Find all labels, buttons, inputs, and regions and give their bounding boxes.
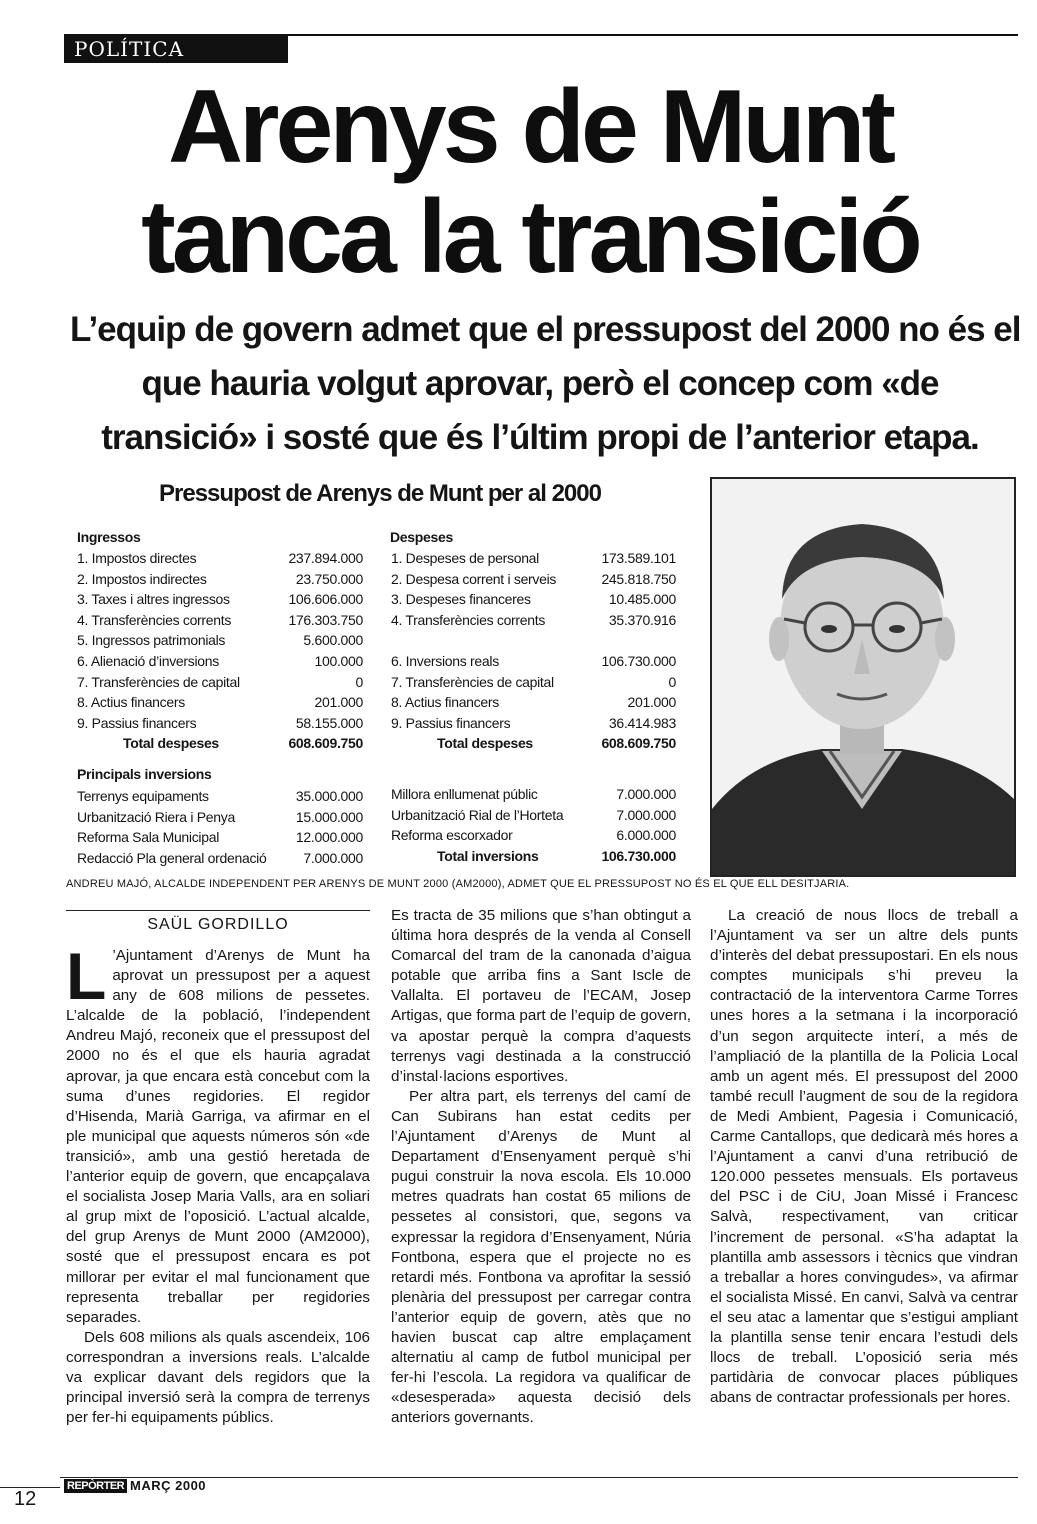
issue-date: MARÇ 2000 <box>130 1478 207 1493</box>
table-row <box>391 713 676 733</box>
section-label: POLÍTICA <box>64 36 288 63</box>
row-label: 1. Impostos directes <box>77 550 197 566</box>
row-value: 106.730.000 <box>601 847 676 864</box>
row-label: Reforma escorxador <box>391 827 513 844</box>
row-label: 8. Actius financers <box>77 694 185 711</box>
portrait-image <box>712 479 1014 875</box>
row-label: 3. Taxes i altres ingressos <box>77 591 230 608</box>
row-label: 9. Passius financers <box>391 714 511 731</box>
article-column-1 <box>66 939 370 1428</box>
row-value: 100.000 <box>314 653 363 669</box>
table-row <box>391 569 676 589</box>
table-row <box>77 692 363 712</box>
subheadline-line-3: transició» i sosté que és l’últim propi de l’anterior etapa. <box>101 418 979 457</box>
row-value: 106.606.000 <box>288 591 363 608</box>
headline-line-2: tanca la transició <box>141 179 919 295</box>
photo-caption: ANDREU MAJÓ, ALCALDE INDEPENDENT PER ARENYS DE MUNT 2000 (AM2000), ADMET QUE EL PRESSUPOST NO ÉS EL QUE ELL DESITJARIA. <box>66 878 850 890</box>
row-value: 35.000.000 <box>295 788 363 804</box>
table-row <box>77 827 363 847</box>
row-value: 245.818.750 <box>601 570 676 587</box>
row-value: 608.609.750 <box>601 735 676 752</box>
paragraph: La creació de nous llocs de treball a l’Ajuntament va ser un altre dels punts d’interès del debat pressupostari. En els nous comptes municipals s’hi preveu la contractació de la interventora Carme Torres unes hores a la setmana i la incorporació d’un segon arquitecte interí, a més de l’ampliació de la plantilla de la Policia Local amb un agent més. El pressupost del 2000 també recull l’augment de sou de la regidora de Medi Ambient, Pagesia i Comunicació, Carme Cantallops, que dedicarà més hores a l’Ajuntament a canvi d’una retribució de 120.000 pessetes mensuals. Els portaveus del PSC i de CiU, Joan Missé i Francesc Salvà, respectivament, van criticar l’increment de personal. «S’ha adaptat la plantilla amb assessors i tècnics que vindran a treballar a hores convingudes», va afirmar el socialista Missé. En canvi, Salvà va centrar el seu atac a lamentar que s’estigui ampliant la plantilla sense tenir encara l’estudi dels llocs de treball. L’oposició seria més partidària de convocar places públiques abans de contractar professionals per hores. <box>710 907 1018 1407</box>
headline-line-1: Arenys de Munt <box>167 69 893 185</box>
row-label: 6. Inversions reals <box>391 653 499 669</box>
row-label: 5. Ingressos patrimonials <box>77 632 226 649</box>
row-value: 0 <box>355 673 363 690</box>
row-label: Total inversions <box>437 847 539 864</box>
row-value: 7.000.000 <box>616 806 676 823</box>
income-header: Ingressos <box>77 529 141 545</box>
paragraph-text: ’Ajuntament d’Arenys de Munt ha aprovat un pressupost per a aquest any de 608 milions de pessetes. L’alcalde de la població, l’independent Andreu Majó, reconeix que el pressupost del 2000 no és el que els hauria agradat aprovar, ja que encara està concebut com la suma d’unes regidories. El regidor d’Hisenda, Marià Garriga, va afirmar en el ple municipal que aquests números són «de transició», amb una gestió heretada de l’anterior equip de govern, que encapçalava el socialista Josep Maria Valls, ara en soliari al grup mixt de l’oposició. L’actual alcalde, del grup Arenys de Munt 2000 (AM2000), sosté que el pressupost encara es pot millorar per evitar el mal funcionament que representa treballar per regidories separades. <box>66 947 370 1326</box>
row-value: 608.609.750 <box>288 735 363 752</box>
row-value: 7.000.000 <box>303 849 363 866</box>
row-value: 23.750.000 <box>295 570 363 587</box>
row-label: 3. Despeses financeres <box>391 591 531 608</box>
paragraph: Dels 608 milions als quals ascendeix, 106 correspondran a inversions reals. L’alcalde va explicar davant dels regidors que la principal inversió serà la compra de terrenys per fer-hi equipaments públics. <box>66 1328 370 1427</box>
table-row <box>391 610 676 630</box>
row-value: 5.600.000 <box>303 632 363 649</box>
table-row <box>77 848 363 868</box>
table-row <box>77 672 363 692</box>
row-label: 7. Transferències de capital <box>391 673 554 690</box>
row-label: Total despeses <box>437 735 533 752</box>
row-label: 2. Despesa corrent i serveis <box>391 570 557 587</box>
table-row <box>391 672 676 692</box>
subheadline-line-1: L’equip de govern admet que el pressupost del 2000 no és el <box>70 310 1021 349</box>
row-value: 15.000.000 <box>295 808 363 825</box>
row-label: 7. Transferències de capital <box>77 673 240 690</box>
row-label: Reforma Sala Municipal <box>77 829 220 846</box>
table-row <box>77 548 363 568</box>
row-value: 176.303.750 <box>288 611 363 628</box>
paragraph <box>66 939 370 1328</box>
row-label: Urbanització Riera i Penya <box>77 808 235 825</box>
row-label: Terrenys equipaments <box>77 788 209 804</box>
row-value: 6.000.000 <box>616 827 676 844</box>
table-row <box>77 589 363 609</box>
magazine-logo: REPÒRTER <box>64 1479 127 1493</box>
row-value: 35.370.916 <box>608 611 676 628</box>
table-row <box>77 713 363 733</box>
expense-header: Despeses <box>390 529 453 545</box>
row-value: 237.894.000 <box>288 550 363 566</box>
table-row <box>391 589 676 609</box>
row-label: Millora enllumenat públic <box>391 786 538 802</box>
row-label: 2. Impostos indirectes <box>77 570 207 587</box>
table-row <box>77 651 363 671</box>
table-row <box>77 630 363 650</box>
row-value: 36.414.983 <box>608 714 676 731</box>
row-label: 9. Passius financers <box>77 714 197 731</box>
subheadline-line-2: que hauria volgut aprovar, però el concep com «de <box>141 364 939 403</box>
row-value: 58.155.000 <box>295 714 363 731</box>
budget-table-title: Pressupost de Arenys de Munt per al 2000 <box>159 480 601 507</box>
row-label: 6. Alienació d’inversions <box>77 653 219 669</box>
row-label: Urbanització Rial de l’Horteta <box>391 806 564 823</box>
row-value: 173.589.101 <box>601 550 676 566</box>
row-label: 4. Transferències corrents <box>77 611 232 628</box>
article-column-2 <box>391 906 691 1428</box>
paragraph: Per altra part, els terrenys del camí de Can Subirans han estat cedits per l’Ajuntament d’Arenys de Munt al Departament d’Ensenyament perquè s’hi pugui construir la nova escola. Els 10.000 metres quadrats han costat 65 milions de pessetes al consistori, que, segons va expressar la regidora d’Ensenyament, Núria Fontbona, espera que el projecte no es retardi més. Fontbona va aprofitar la sessió plenària del pressupost per carregar contra l’anterior equip de govern, atès que no havien buscat cap altre emplaçament alternatiu al camp de futbol municipal per fer-hi l’escola. La regidora va qualificar de «desesperada» aquesta decisió dels anteriors governants. <box>391 1087 691 1427</box>
row-value: 7.000.000 <box>616 786 676 802</box>
row-value: 201.000 <box>627 694 676 711</box>
table-row <box>391 784 676 804</box>
row-value: 201.000 <box>314 694 363 711</box>
table-row <box>391 805 676 825</box>
table-row <box>77 807 363 827</box>
table-row <box>77 569 363 589</box>
row-label: 1. Despeses de personal <box>391 550 539 566</box>
byline: SAÜL GORDILLO <box>147 916 289 933</box>
table-row <box>391 733 676 753</box>
row-value: 10.485.000 <box>608 591 676 608</box>
table-row <box>77 786 363 806</box>
table-row <box>391 692 676 712</box>
row-label: 4. Transferències corrents <box>391 611 546 628</box>
table-row <box>391 825 676 845</box>
paragraph: Es tracta de 35 milions que s’han obtingut a última hora després de la venda al Consell Comarcal del tram de la canonada d’aigua potable que arriba fins a Sant Iscle de Vallalta. El portaveu de l’ECAM, Josep Artigas, que forma part de l’equip de govern, va apostar perquè la compra d’aquests terrenys vagi destinada a la construcció d’instal·lacions esportives. <box>391 907 691 1085</box>
row-value: 0 <box>668 673 676 690</box>
row-label: 8. Actius financers <box>391 694 499 711</box>
row-label: Total despeses <box>123 735 219 752</box>
row-value: 106.730.000 <box>601 653 676 669</box>
table-row <box>391 846 676 866</box>
mayor-photo <box>710 477 1016 877</box>
investments-header: Principals inversions <box>77 766 212 782</box>
byline-rule <box>66 910 370 911</box>
article-column-3 <box>710 906 1018 1408</box>
row-value: 12.000.000 <box>295 829 363 846</box>
table-row <box>391 548 676 568</box>
row-label: Redacció Pla general ordenació <box>77 849 267 866</box>
drop-cap: L <box>66 939 107 1013</box>
table-row <box>77 733 363 753</box>
page-number: 12 <box>14 1488 37 1510</box>
table-row <box>391 651 676 671</box>
table-row <box>77 610 363 630</box>
